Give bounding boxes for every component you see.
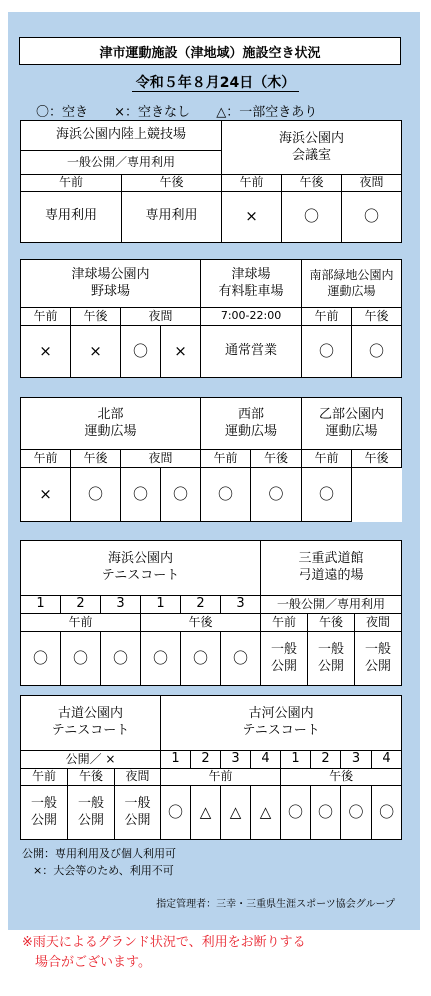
availability-cell: 〇 — [161, 468, 201, 522]
usage-type: 一般公開／専用利用 — [261, 596, 402, 614]
court-number: 2 — [191, 751, 221, 769]
notes — [22, 845, 176, 879]
availability-cell: 〇 — [121, 468, 161, 522]
availability-cell: △ — [191, 786, 221, 840]
availability-cell: △ — [251, 786, 281, 840]
availability-cell: 〇 — [251, 468, 302, 522]
facility-name: 海浜公園内 テニスコート — [21, 541, 261, 596]
warning-line: ※雨天によるグランド状況で、利用をお断りする — [22, 935, 306, 950]
time-header: 午前 — [21, 450, 71, 468]
facility-table-1 — [20, 120, 402, 243]
time-header: 午前 — [21, 175, 122, 192]
availability-cell: 通常営業 — [201, 326, 302, 378]
manager-credit: 指定管理者：三幸・三重県生涯スポーツ協会グループ — [156, 899, 395, 910]
time-header: 夜間 — [355, 614, 402, 632]
time-header: 午後 — [352, 308, 402, 326]
facility-name: 三重武道館 弓道遠的場 — [261, 541, 402, 596]
court-number: 4 — [372, 751, 402, 769]
time-header: 夜間 — [115, 769, 161, 786]
date-text: 令和５年８月24日（木） — [132, 75, 299, 92]
time-header: 午前 — [222, 175, 282, 192]
court-number: 3 — [221, 751, 251, 769]
time-header: 午前 — [21, 614, 141, 632]
availability-cell: × — [161, 326, 201, 378]
court-number: 3 — [341, 751, 372, 769]
availability-cell: 一般 公開 — [308, 632, 355, 686]
availability-cell: 一般 公開 — [21, 786, 68, 840]
availability-cell: 〇 — [341, 786, 372, 840]
availability-cell: 〇 — [302, 468, 352, 522]
time-header: 午後 — [352, 450, 402, 468]
time-header: 午前 — [21, 308, 71, 326]
time-header: 夜間 — [342, 175, 402, 192]
time-header: 午後 — [71, 308, 121, 326]
warning-line: 場合がございます。 — [22, 955, 151, 970]
time-header: 午後 — [281, 769, 402, 786]
facility-name: 海浜公園内陸上競技場 — [21, 121, 222, 151]
availability-cell: × — [21, 326, 71, 378]
availability-cell: 〇 — [71, 468, 121, 522]
facility-name: 南部緑地公園内 運動広場 — [302, 260, 402, 308]
note-line: 公開：専用利用及び個人利用可 — [22, 847, 176, 860]
time-header: 夜間 — [121, 308, 201, 326]
availability-cell: 〇 — [161, 786, 191, 840]
time-header: 午前 — [201, 450, 251, 468]
availability-cell: 〇 — [181, 632, 221, 686]
availability-cell: 〇 — [302, 326, 352, 378]
note-line: ×：大会等のため、利用不可 — [22, 864, 174, 877]
time-header: 午前 — [302, 308, 352, 326]
facility-name: 津球場公園内 野球場 — [21, 260, 201, 308]
availability-cell: 〇 — [21, 632, 61, 686]
facility-table-3 — [20, 397, 402, 522]
facility-name: 乙部公園内 運動広場 — [302, 398, 402, 450]
time-header: 午後 — [308, 614, 355, 632]
availability-cell: 一般 公開 — [355, 632, 402, 686]
availability-cell: 〇 — [141, 632, 181, 686]
facility-name: 古河公園内 テニスコート — [161, 696, 402, 751]
court-number: 1 — [281, 751, 311, 769]
court-number: 3 — [221, 596, 261, 614]
legend-unavailable: ×：空きなし — [114, 105, 191, 120]
time-header: 午前 — [261, 614, 308, 632]
legend-partial: △：一部空きあり — [216, 105, 318, 120]
court-number: 1 — [161, 751, 191, 769]
facility-table-5 — [20, 695, 402, 840]
availability-cell: 〇 — [372, 786, 402, 840]
facility-name: 北部 運動広場 — [21, 398, 201, 450]
court-number: 4 — [251, 751, 281, 769]
time-header: 午後 — [282, 175, 342, 192]
time-header: 午後 — [122, 175, 222, 192]
availability-cell: 一般 公開 — [68, 786, 115, 840]
time-header: 7:00-22:00 — [201, 308, 302, 326]
availability-cell: 〇 — [201, 468, 251, 522]
availability-cell: 〇 — [282, 191, 342, 242]
availability-cell: 専用利用 — [21, 191, 122, 242]
time-header: 午後 — [68, 769, 115, 786]
weather-warning — [22, 933, 306, 973]
facility-name: 津球場 有料駐車場 — [201, 260, 302, 308]
facility-name: 海浜公園内 会議室 — [222, 121, 402, 175]
court-number: 1 — [141, 596, 181, 614]
availability-cell: 〇 — [352, 326, 402, 378]
availability-cell: 〇 — [342, 191, 402, 242]
facility-table-4 — [20, 540, 402, 686]
time-header: 午後 — [251, 450, 302, 468]
facility-table-2 — [20, 259, 402, 378]
availability-cell: 〇 — [221, 632, 261, 686]
court-number: 1 — [21, 596, 61, 614]
time-header: 午前 — [21, 769, 68, 786]
availability-cell: 〇 — [101, 632, 141, 686]
usage-type: 一般公開／専用利用 — [21, 151, 222, 175]
court-number: 2 — [311, 751, 341, 769]
court-number: 3 — [101, 596, 141, 614]
availability-cell: 〇 — [281, 786, 311, 840]
availability-cell: 〇 — [61, 632, 101, 686]
court-number: 2 — [181, 596, 221, 614]
court-number: 2 — [61, 596, 101, 614]
time-header: 午後 — [141, 614, 261, 632]
usage-type: 公開／ × — [21, 751, 161, 769]
availability-cell: 一般 公開 — [115, 786, 161, 840]
facility-name: 古道公園内 テニスコート — [21, 696, 161, 751]
availability-cell: × — [222, 191, 282, 242]
availability-cell: 〇 — [121, 326, 161, 378]
availability-cell: △ — [221, 786, 251, 840]
page-title: 津市運動施設（津地域）施設空き状況 — [19, 37, 401, 65]
time-header: 夜間 — [121, 450, 201, 468]
facility-name: 西部 運動広場 — [201, 398, 302, 450]
legend-available: 〇：空き — [36, 105, 89, 120]
availability-cell: × — [21, 468, 71, 522]
legend — [36, 101, 339, 120]
time-header: 午前 — [302, 450, 352, 468]
date-heading — [0, 72, 431, 92]
time-header: 午前 — [161, 769, 281, 786]
availability-cell: 〇 — [311, 786, 341, 840]
time-header: 午後 — [71, 450, 121, 468]
availability-cell: 専用利用 — [122, 191, 222, 242]
availability-cell: × — [71, 326, 121, 378]
availability-cell: 一般 公開 — [261, 632, 308, 686]
